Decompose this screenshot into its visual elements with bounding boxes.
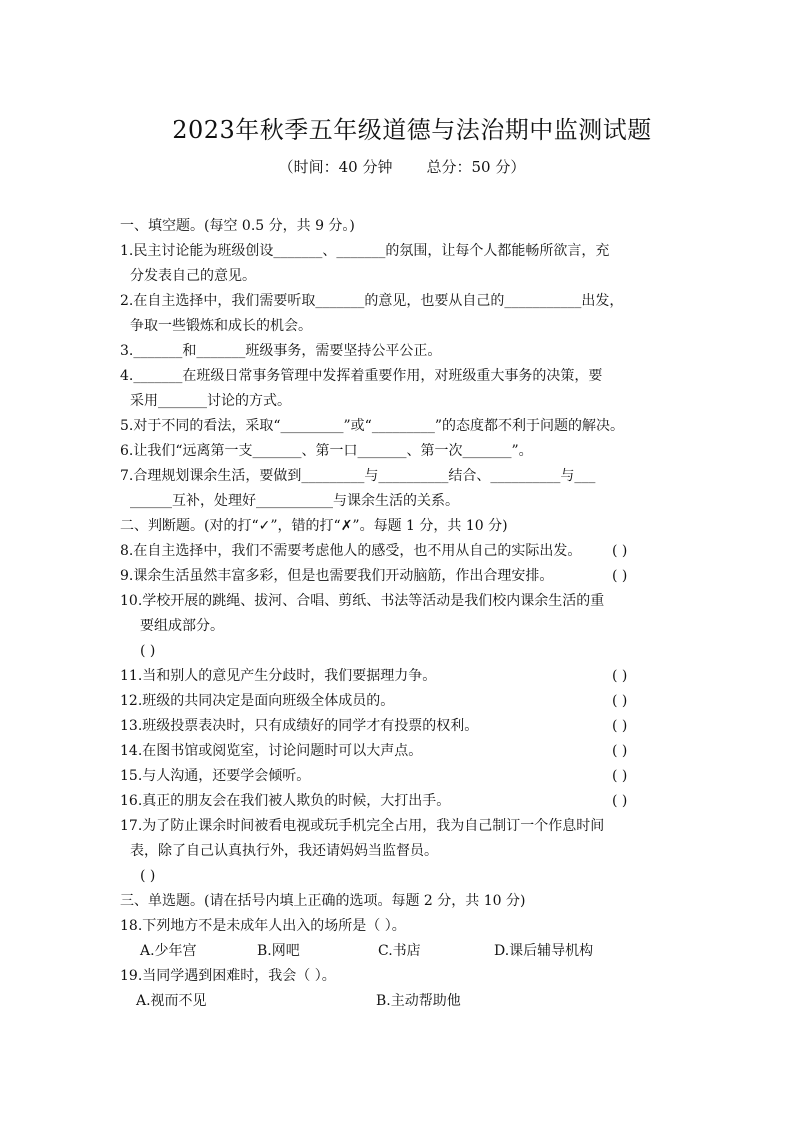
answer-paren[interactable]: ( ) <box>612 743 628 759</box>
question-2: 2.在自主选择中，我们需要听取_______的意见，也要从自己的___________出发， <box>120 293 624 309</box>
option-b[interactable]: B.网吧 <box>257 943 300 959</box>
answer-paren[interactable]: ( ) <box>140 643 156 659</box>
question-13-text: 13.班级投票表决时，只有成绩好的同学才有投票的权利。 <box>120 718 479 734</box>
heading-part-3: ”。每题 1 分，共 10 分) <box>352 518 508 534</box>
question-9 <box>120 564 680 589</box>
cross-mark-icon: ✗ <box>340 518 353 534</box>
answer-paren[interactable]: ( ) <box>140 868 156 884</box>
question-16 <box>120 789 680 814</box>
question-4-cont: 采用_______讨论的方式。 <box>130 393 291 409</box>
answer-paren[interactable]: ( ) <box>612 543 628 559</box>
option-a[interactable]: A.少年宫 <box>140 943 197 959</box>
answer-paren[interactable]: ( ) <box>612 693 628 709</box>
option-b[interactable]: B.主动帮助他 <box>376 993 461 1009</box>
exam-info <box>0 156 794 177</box>
question-15-text: 15.与人沟通，还要学会倾听。 <box>120 768 311 784</box>
section-heading-true-false <box>120 514 680 539</box>
answer-paren[interactable]: ( ) <box>612 768 628 784</box>
exam-total-score: 总分：50 分） <box>426 158 526 176</box>
question-2-cont: 争取一些锻炼和成长的机会。 <box>130 318 312 334</box>
question-14 <box>120 739 680 764</box>
question-7-cont: ______互补，处理好___________与课余生活的关系。 <box>130 493 459 509</box>
question-17: 17.为了防止课余时间被看电视或玩手机完全占用，我为自己制订一个作息时间 <box>120 818 605 834</box>
question-8-text: 8.在自主选择中，我们不需要考虑他人的感受，也不用从自己的实际出发。 <box>120 543 582 559</box>
question-16-text: 16.真正的朋友会在我们被人欺负的时候，大打出手。 <box>120 793 451 809</box>
answer-paren[interactable]: ( ) <box>612 793 628 809</box>
option-d[interactable]: D.课后辅导机构 <box>494 943 594 959</box>
question-14-text: 14.在图书馆或阅览室，讨论问题时可以大声点。 <box>120 743 423 759</box>
question-19-options <box>120 989 680 1014</box>
answer-paren[interactable]: ( ) <box>612 668 628 684</box>
question-19: 19.当同学遇到困难时，我会（ ）。 <box>120 968 336 984</box>
question-12 <box>120 689 680 714</box>
question-17-cont: 表，除了自己认真执行外，我还请妈妈当监督员。 <box>130 843 438 859</box>
check-mark-icon: ✓ <box>258 518 271 534</box>
option-a[interactable]: A.视而不见 <box>136 993 207 1009</box>
section-heading-single-choice: 三、单选题。(请在括号内填上正确的选项。每题 2 分，共 10 分) <box>120 893 526 909</box>
question-10: 10.学校开展的跳绳、拔河、合唱、剪纸、书法等活动是我们校内课余生活的重 <box>120 593 605 609</box>
option-c[interactable]: C.书店 <box>378 943 421 959</box>
heading-part-1: 二、判断题。(对的打“ <box>120 518 259 534</box>
question-18-options <box>120 939 680 964</box>
exam-content <box>120 214 680 1014</box>
question-3: 3._______和_______班级事务，需要坚持公平公正。 <box>120 343 442 359</box>
answer-paren[interactable]: ( ) <box>612 568 628 584</box>
page-title: 2023年秋季五年级道德与法治期中监测试题 <box>172 116 652 144</box>
question-1-cont: 分发表自己的意见。 <box>130 268 256 284</box>
question-12-text: 12.班级的共同决定是面向班级全体成员的。 <box>120 693 395 709</box>
question-1: 1.民主讨论能为班级创设_______、_______的氛围，让每个人都能畅所欲言，充 <box>120 243 610 259</box>
exam-time: （时间：40 分钟 <box>278 158 393 176</box>
question-5: 5.对于不同的看法，采取“_________”或“_________”的态度都不利于问题的解决。 <box>120 418 624 434</box>
question-13 <box>120 714 680 739</box>
question-8 <box>120 539 680 564</box>
answer-paren[interactable]: ( ) <box>612 718 628 734</box>
question-11 <box>120 664 680 689</box>
section-heading-fill-blank: 一、填空题。(每空 0.5 分，共 9 分。) <box>120 218 355 234</box>
question-11-text: 11.当和别人的意见产生分歧时，我们要据理力争。 <box>120 668 437 684</box>
question-18: 18.下列地方不是未成年人出入的场所是（ ）。 <box>120 918 406 934</box>
question-6: 6.让我们“远离第一支_______、第一口_______、第一次_______”。 <box>120 443 533 459</box>
question-15 <box>120 764 680 789</box>
question-7: 7.合理规划课余生活，要做到_________与__________结合、__________与___ <box>120 468 596 484</box>
question-10-cont: 要组成部分。 <box>140 618 224 634</box>
question-9-text: 9.课余生活虽然丰富多彩，但是也需要我们开动脑筋，作出合理安排。 <box>120 568 554 584</box>
heading-part-2: ”，错的打“ <box>270 518 341 534</box>
question-4: 4._______在班级日常事务管理中发挥着重要作用，对班级重大事务的决策，要 <box>120 368 603 384</box>
